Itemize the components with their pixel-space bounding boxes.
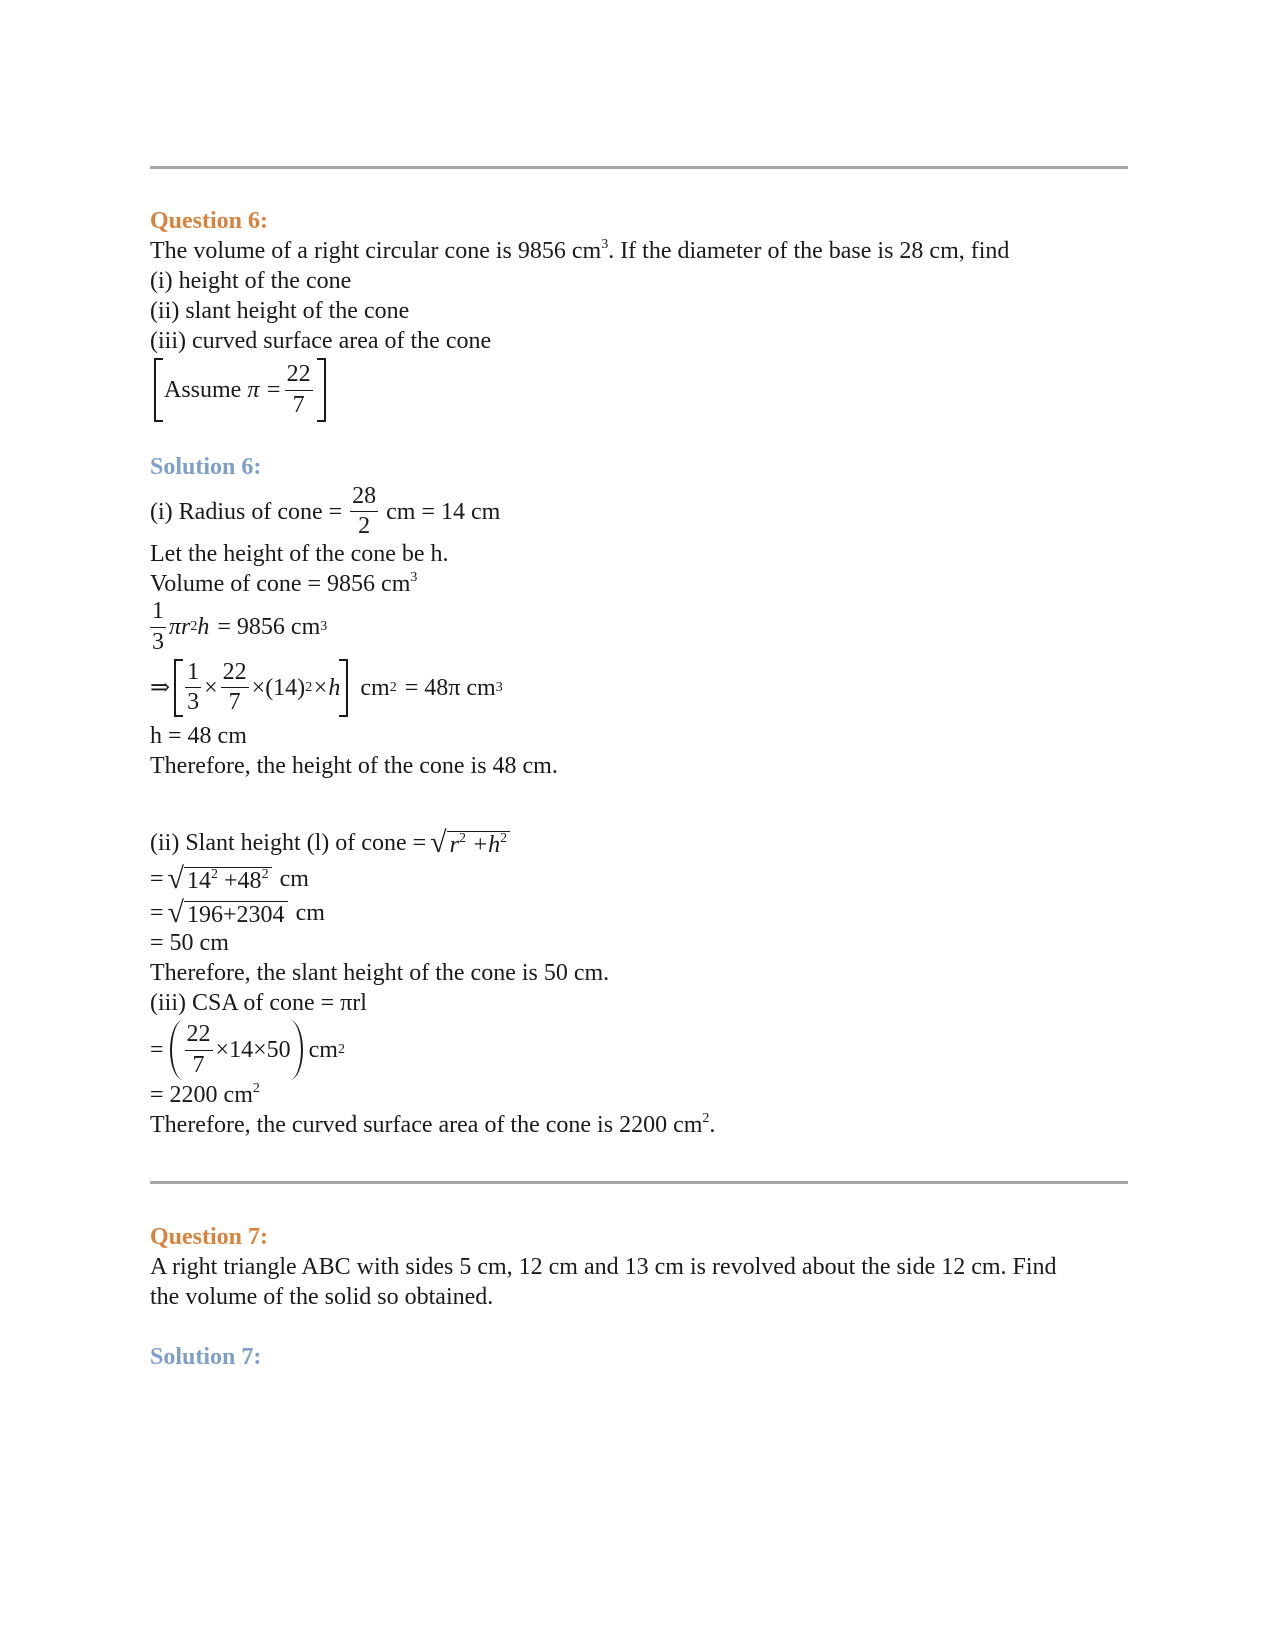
question-7-line1: A right triangle ABC with sides 5 cm, 12 cm and 13 cm is revolved about the side 12 cm. Find xyxy=(150,1254,1057,1280)
csa-result xyxy=(150,1080,715,1110)
assume-bracket xyxy=(154,358,326,422)
equation-1: $\frac{1}{3}$ πr 2 h = 9856 cm 3 xyxy=(152,598,328,655)
csa-result-text: = 2200 cm xyxy=(150,1082,253,1108)
h-term: +h xyxy=(471,832,501,858)
solution-6 xyxy=(150,452,558,781)
unit-cm: cm xyxy=(360,674,390,701)
height-result: h = 48 cm xyxy=(150,722,247,749)
fraction-denominator: 7 xyxy=(228,689,241,716)
csa-step: = $\frac{22}{7}$ ×14×50 cm 2 xyxy=(150,1020,715,1080)
pi-r-term: πr xyxy=(169,614,191,641)
question-7-heading: Question 7: xyxy=(150,1224,269,1250)
unit-cm: cm xyxy=(295,900,325,926)
radius-result: cm = 14 cm xyxy=(386,498,501,525)
assume-label: Assume xyxy=(164,377,248,403)
section-divider xyxy=(150,1181,1128,1184)
slant-height-part xyxy=(150,828,715,1140)
unit-cm: cm xyxy=(279,866,309,892)
superscript: 3 xyxy=(601,237,609,252)
fraction xyxy=(185,660,201,715)
solution-7 xyxy=(150,1342,261,1372)
superscript: 2 xyxy=(458,831,466,846)
fraction xyxy=(185,1022,213,1077)
top-divider xyxy=(150,166,1128,169)
volume-line xyxy=(150,569,558,599)
csa-conclusion xyxy=(150,1110,715,1140)
volume-text: Volume of cone = 9856 cm xyxy=(150,571,411,598)
equation-2-bracket: $\frac{1}{3}$ × $\frac{22}{7}$ ×(14) 2 ×h xyxy=(174,659,348,717)
csa-product: ×14×50 xyxy=(215,1037,291,1063)
radius-label: (i) Radius of cone = xyxy=(150,498,343,525)
equals-symbol: = xyxy=(150,1037,164,1063)
fraction-denominator: 7 xyxy=(292,391,305,418)
superscript: 2 xyxy=(252,1081,260,1096)
equals-symbol: = xyxy=(150,866,164,892)
superscript: 2 xyxy=(211,867,219,882)
times-symbol: × xyxy=(204,674,218,701)
fraction-denominator: 3 xyxy=(187,689,200,716)
fraction xyxy=(350,484,378,539)
equals-symbol: = xyxy=(150,900,164,926)
csa-parentheses xyxy=(170,1020,303,1080)
radicand-a: 14 xyxy=(187,868,212,894)
h-term: h xyxy=(197,614,210,641)
square-root: √ 196+2304 xyxy=(168,898,288,928)
question-6-heading: Question 6: xyxy=(150,208,269,234)
fraction-denominator: 2 xyxy=(358,513,371,540)
superscript: 2 xyxy=(261,867,269,882)
question-7-line2: the volume of the solid so obtained. xyxy=(150,1284,494,1310)
implies-symbol: ⇒ xyxy=(150,674,171,701)
fraction-numerator: 28 xyxy=(350,484,378,512)
let-height-line: Let the height of the cone be h. xyxy=(150,541,449,568)
fraction-denominator: 3 xyxy=(152,628,164,655)
radicand: 196+2304 xyxy=(184,901,288,928)
fraction-denominator: 7 xyxy=(192,1051,205,1078)
slant-height-line xyxy=(150,828,715,858)
solution-7-heading: Solution 7: xyxy=(150,1344,262,1370)
slant-conclusion: Therefore, the slant height of the cone is 50 cm. xyxy=(150,960,610,986)
equation-2-mid: ×(14) xyxy=(251,674,306,701)
fraction-numerator: 22 xyxy=(221,660,249,688)
question-6 xyxy=(150,206,1009,422)
slant-step-2 xyxy=(150,898,715,928)
slant-step-1 xyxy=(150,864,715,894)
h-term: ×h xyxy=(312,674,341,701)
solution-6-heading: Solution 6: xyxy=(150,454,262,480)
equation-2-result: = 48π cm xyxy=(404,674,496,701)
pi-symbol: π = xyxy=(247,377,282,403)
equation-2: ⇒ $\frac{1}{3}$ × $\frac{22}{7}$ ×(14) 2 ×h cm 2 = 48π cm 3 xyxy=(150,659,503,716)
height-conclusion: Therefore, the height of the cone is 48 cm. xyxy=(150,752,558,779)
fraction-numerator: 22 xyxy=(185,1022,213,1050)
slant-result: = 50 cm xyxy=(150,930,229,956)
equation-1-result: = 9856 cm xyxy=(217,614,321,641)
square-root: √ $r^2 +h^2$ xyxy=(430,828,510,858)
csa-line: (iii) CSA of cone = πrl xyxy=(150,990,367,1016)
radicand-b: +48 xyxy=(224,868,262,894)
radius-line xyxy=(150,484,558,539)
fraction xyxy=(285,362,313,417)
assume-pi-note xyxy=(150,358,1009,422)
superscript: 3 xyxy=(410,570,418,586)
question-6-item-3: (iii) curved surface area of the cone xyxy=(150,328,492,354)
superscript: 2 xyxy=(500,831,508,846)
fraction xyxy=(150,599,166,654)
fraction xyxy=(221,660,249,715)
question-6-line1-tail: . If the diameter of the base is 28 cm, find xyxy=(608,238,1010,264)
question-6-line1: The volume of a right circular cone is 9856 cm xyxy=(150,238,602,264)
period: . xyxy=(709,1112,716,1138)
fraction-numerator: 1 xyxy=(185,660,201,688)
unit-cm: cm xyxy=(308,1037,338,1063)
question-6-text xyxy=(150,236,1009,266)
question-6-item-2: (ii) slant height of the cone xyxy=(150,298,410,324)
question-7 xyxy=(150,1222,1057,1312)
fraction-numerator: 22 xyxy=(285,362,313,390)
slant-label: (ii) Slant height (l) of cone = xyxy=(150,830,427,856)
fraction-numerator: 1 xyxy=(150,599,166,627)
question-6-item-1: (i) height of the cone xyxy=(150,268,352,294)
r-term: r xyxy=(449,832,459,858)
csa-conclusion-text: Therefore, the curved surface area of the cone is 2200 cm xyxy=(150,1112,703,1138)
square-root: √ $14^2 +48^2$ xyxy=(168,864,272,894)
superscript: 2 xyxy=(702,1111,710,1126)
